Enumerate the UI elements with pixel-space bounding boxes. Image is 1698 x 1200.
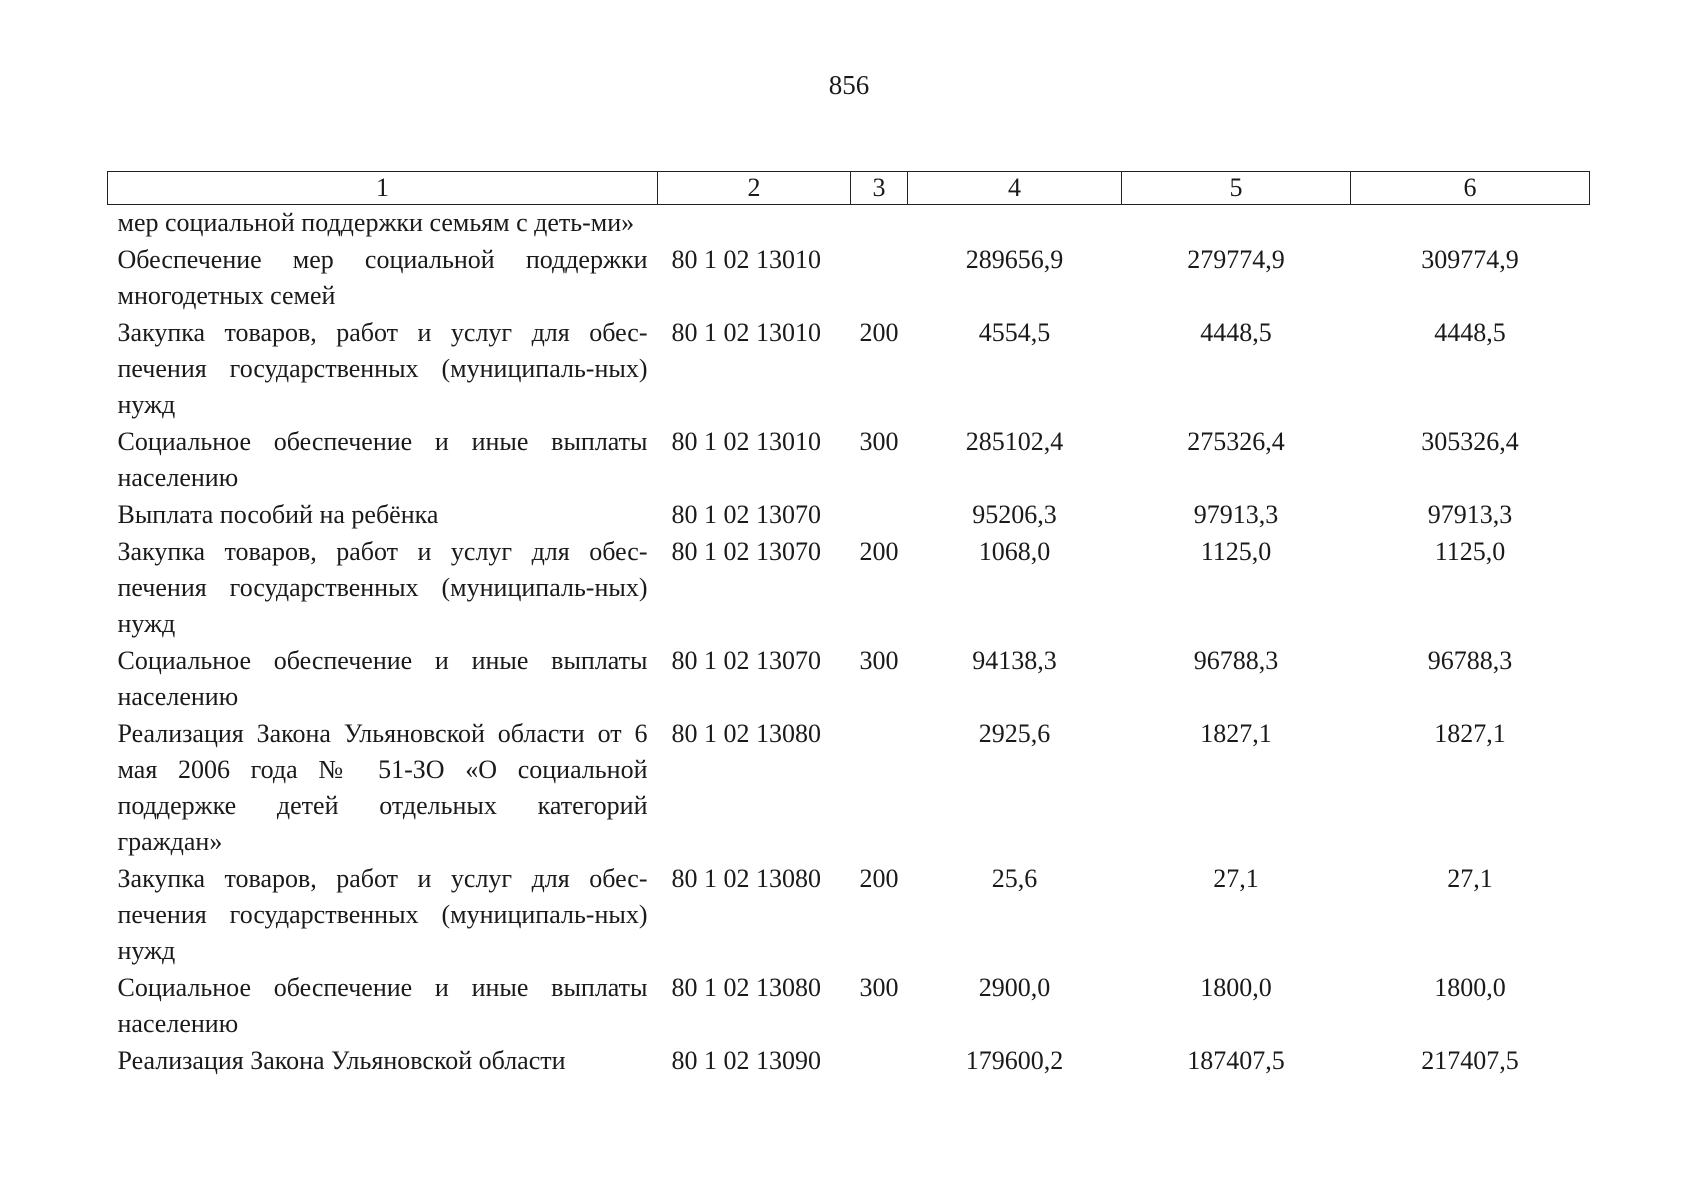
row-value-5-cell: 1827,1 — [1200, 719, 1272, 748]
row-value-4-cell: 95206,3 — [972, 500, 1057, 529]
row-value-6-cell: 96788,3 — [1427, 646, 1513, 675]
row-code-cell: 80 1 02 13070 — [671, 646, 821, 675]
row-value-6-cell: 1827,1 — [1434, 719, 1506, 748]
row-value-5-cell: 1125,0 — [1200, 537, 1272, 566]
row-value-6-cell: 309774,9 — [1421, 245, 1519, 274]
row-value-5-cell: 4448,5 — [1200, 318, 1272, 347]
row-value-5-cell: 96788,3 — [1193, 646, 1279, 675]
row-name-cell: Выплата пособий на ребёнка — [117, 500, 439, 529]
table-row — [108, 315, 1590, 424]
row-value-4-cell: 4554,5 — [978, 318, 1051, 347]
row-value-4-cell: 2925,6 — [978, 719, 1051, 748]
row-value-4-cell: 179600,2 — [965, 1046, 1064, 1075]
column-header-1: 1 — [108, 172, 658, 205]
row-code-cell: 80 1 02 13010 — [671, 245, 821, 274]
row-code-cell: 80 1 02 13070 — [671, 537, 821, 566]
row-type-cell: 200 — [859, 318, 899, 347]
row-value-4-cell: 2900,0 — [978, 973, 1051, 1002]
budget-table — [107, 171, 1590, 1080]
page-number: 856 — [828, 70, 870, 100]
table-row — [108, 534, 1590, 643]
row-type-cell: 200 — [859, 864, 899, 893]
row-value-4-cell: 25,6 — [991, 864, 1038, 893]
row-code-cell: 80 1 02 13070 — [671, 500, 821, 529]
table-header-row — [108, 172, 1590, 205]
row-value-5-cell: 187407,5 — [1187, 1046, 1285, 1075]
row-type-cell: 300 — [859, 646, 899, 675]
column-header-3: 3 — [851, 172, 908, 205]
row-code-cell: 80 1 02 13080 — [671, 719, 821, 748]
row-value-5-cell: 1800,0 — [1200, 973, 1272, 1002]
row-value-6-cell: 27,1 — [1447, 864, 1493, 893]
column-header-2: 2 — [658, 172, 851, 205]
table-row — [108, 497, 1590, 534]
table-row — [108, 643, 1590, 716]
row-type-cell — [851, 1043, 908, 1080]
row-value-5-cell: 27,1 — [1213, 864, 1259, 893]
row-name-cell: Закупка товаров, работ и услуг для обес-печения государственных (муниципаль-ных) нужд — [117, 318, 648, 419]
table-row — [108, 242, 1590, 315]
row-value-6-cell — [1351, 205, 1590, 243]
table-row — [108, 716, 1590, 861]
column-header-5: 5 — [1122, 172, 1351, 205]
row-code-cell — [658, 205, 851, 243]
row-value-6-cell: 1125,0 — [1434, 537, 1506, 566]
row-name-cell: Закупка товаров, работ и услуг для обес-печения государственных (муниципаль-ных) нужд — [117, 864, 648, 965]
row-type-cell: 300 — [859, 427, 899, 456]
row-value-5-cell: 275326,4 — [1187, 427, 1285, 456]
table-body — [108, 205, 1590, 1081]
row-value-4-cell: 289656,9 — [965, 245, 1064, 274]
row-value-4-cell: 94138,3 — [972, 646, 1057, 675]
row-value-6-cell: 1800,0 — [1434, 973, 1506, 1002]
row-type-cell — [851, 242, 908, 315]
table-row — [108, 861, 1590, 970]
row-name-cell: Социальное обеспечение и иные выплаты населению — [117, 427, 648, 492]
row-type-cell: 300 — [859, 973, 899, 1002]
row-value-4-cell: 1068,0 — [978, 537, 1051, 566]
row-code-cell: 80 1 02 13090 — [671, 1046, 821, 1075]
row-value-6-cell: 97913,3 — [1427, 500, 1513, 529]
table-row — [108, 424, 1590, 497]
table-row — [108, 970, 1590, 1043]
row-type-cell — [851, 497, 908, 534]
row-value-4-cell — [908, 205, 1122, 243]
row-code-cell: 80 1 02 13080 — [671, 973, 821, 1002]
row-name-cell: Социальное обеспечение и иные выплаты населению — [117, 646, 648, 711]
row-value-6-cell: 217407,5 — [1421, 1046, 1519, 1075]
row-type-cell — [851, 205, 908, 243]
row-code-cell: 80 1 02 13010 — [671, 318, 821, 347]
row-value-5-cell: 97913,3 — [1193, 500, 1279, 529]
row-value-6-cell: 305326,4 — [1421, 427, 1519, 456]
row-value-4-cell: 285102,4 — [965, 427, 1064, 456]
row-code-cell: 80 1 02 13080 — [671, 864, 821, 893]
row-code-cell: 80 1 02 13010 — [671, 427, 821, 456]
table-row — [108, 1043, 1590, 1080]
row-value-6-cell: 4448,5 — [1434, 318, 1506, 347]
row-value-5-cell: 279774,9 — [1187, 245, 1285, 274]
row-type-cell — [851, 716, 908, 861]
table-row — [108, 205, 1590, 243]
row-name-cell: Социальное обеспечение и иные выплаты населению — [117, 973, 648, 1038]
row-type-cell: 200 — [859, 537, 899, 566]
row-name-cell: Закупка товаров, работ и услуг для обес-печения государственных (муниципаль-ных) нужд — [117, 537, 648, 638]
row-value-5-cell — [1122, 205, 1351, 243]
row-name-cell: Реализация Закона Ульяновской области — [117, 1046, 566, 1075]
row-name-cell: Обеспечение мер социальной поддержки многодетных семей — [117, 245, 648, 310]
column-header-6: 6 — [1351, 172, 1590, 205]
row-name-cell: мер социальной поддержки семьям с деть-ми» — [117, 208, 635, 237]
row-name-cell: Реализация Закона Ульяновской области от 6 мая 2006 года № 51-ЗО «О социальной поддержке детей отдельных категорий граждан» — [117, 719, 648, 856]
column-header-4: 4 — [908, 172, 1122, 205]
